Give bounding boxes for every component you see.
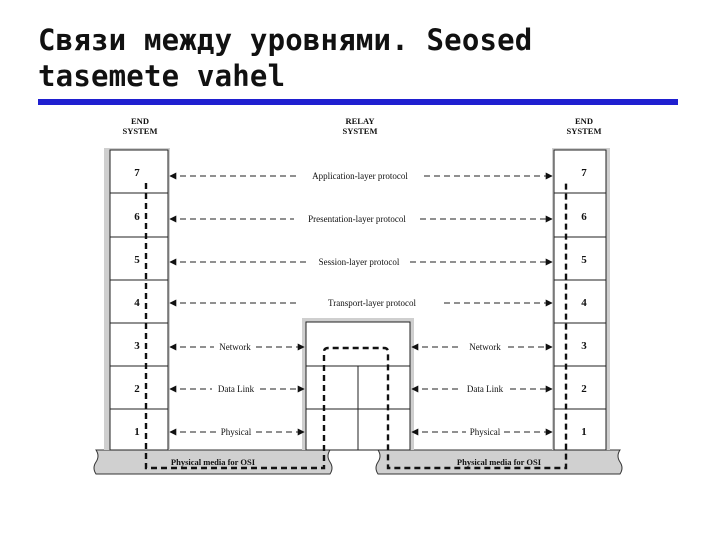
slide-title-line-2: tasemete vahel (38, 59, 286, 93)
right-layer-1: 1 (581, 426, 587, 438)
slide-title-line-1: Связи между уровнями. Seosed (38, 23, 533, 57)
left-layer-7: 7 (134, 167, 140, 179)
middle-header-line-2: SYSTEM (342, 126, 378, 136)
right-layer-6: 6 (581, 211, 587, 223)
application-protocol-label: Application-layer protocol (312, 171, 408, 181)
right-network-label: Network (469, 342, 501, 352)
right-layer-4: 4 (581, 297, 587, 309)
left-header-line-1: END (131, 116, 149, 126)
right-header-line-1: END (575, 116, 593, 126)
presentation-protocol-label: Presentation-layer protocol (308, 214, 406, 224)
left-layer-5: 5 (134, 254, 140, 266)
left-network-label: Network (219, 342, 251, 352)
left-datalink-label: Data Link (217, 384, 255, 394)
upper-protocol-arrows (170, 176, 552, 303)
middle-header-line-1: RELAY (345, 116, 375, 126)
left-physical-label: Physical (220, 427, 252, 437)
right-layer-5: 5 (581, 254, 587, 266)
left-layer-4: 4 (134, 297, 140, 309)
transport-protocol-label: Transport-layer protocol (328, 298, 416, 308)
left-layer-1: 1 (134, 426, 140, 438)
right-layer-3: 3 (581, 340, 587, 352)
right-header-line-2: SYSTEM (566, 126, 602, 136)
right-end-system-stack (554, 150, 606, 450)
left-layer-2: 2 (134, 383, 140, 395)
left-header-line-2: SYSTEM (122, 126, 158, 136)
right-layer-2: 2 (581, 383, 587, 395)
session-protocol-label: Session-layer protocol (318, 257, 400, 267)
right-datalink-label: Data Link (466, 384, 504, 394)
physical-media-left-label: Physical media for OSI (170, 457, 256, 467)
right-physical-label: Physical (469, 427, 501, 437)
left-layer-3: 3 (134, 340, 140, 352)
right-layer-7: 7 (581, 167, 587, 179)
physical-media-right-label: Physical media for OSI (456, 457, 542, 467)
left-layer-6: 6 (134, 211, 140, 223)
